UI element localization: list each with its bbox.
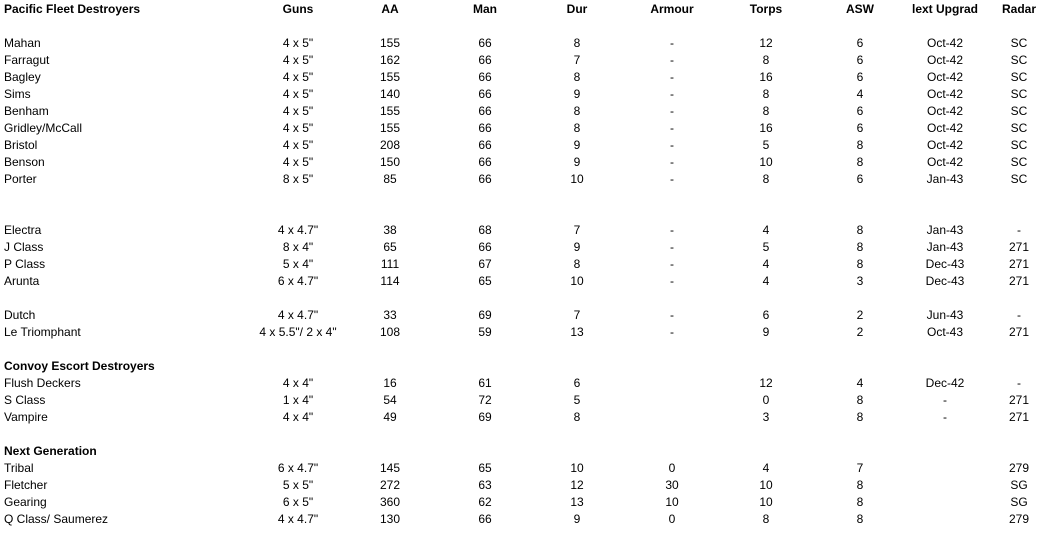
- cell-dur: 7: [573, 53, 581, 67]
- cell-name: Electra: [4, 223, 42, 237]
- cell-name: Le Triomphant: [4, 325, 81, 339]
- cell-upgrade: Oct-42: [926, 70, 963, 84]
- cell-man: 68: [478, 223, 492, 237]
- cell-armour: -: [670, 70, 674, 84]
- table-row: [0, 239, 1057, 256]
- cell-asw: 6: [856, 53, 864, 67]
- cell-armour: -: [670, 36, 674, 50]
- cell-armour: -: [670, 172, 674, 186]
- cell-guns: 4 x 5": [282, 36, 314, 50]
- cell-aa: 16: [383, 376, 397, 390]
- cell-man: 59: [478, 325, 492, 339]
- cell-guns: 4 x 5": [282, 53, 314, 67]
- cell-radar: 271: [1008, 410, 1030, 424]
- cell-aa: 65: [383, 240, 397, 254]
- cell-upgrade: Oct-43: [926, 325, 963, 339]
- cell-man: 66: [478, 155, 492, 169]
- cell-guns: 4 x 4": [282, 410, 314, 424]
- table-row: [0, 103, 1057, 120]
- cell-asw: 2: [856, 325, 864, 339]
- cell-torps: 9: [762, 325, 770, 339]
- cell-torps: 8: [762, 512, 770, 526]
- cell-armour: 10: [665, 495, 679, 509]
- cell-dur: 5: [573, 393, 581, 407]
- cell-name: P Class: [4, 257, 46, 271]
- cell-man: 72: [478, 393, 492, 407]
- cell-upgrade: [905, 477, 985, 494]
- cell-aa: 85: [383, 172, 397, 186]
- cell-radar: SC: [1010, 155, 1028, 169]
- cell-torps: 8: [762, 53, 770, 67]
- cell-upgrade: -: [943, 393, 947, 407]
- cell-dur: 8: [573, 410, 581, 424]
- table-row: [0, 256, 1057, 273]
- cell-upgrade: Oct-42: [926, 53, 963, 67]
- cell-torps: 16: [759, 121, 773, 135]
- cell-name: S Class: [4, 393, 46, 407]
- cell-torps: 5: [762, 240, 770, 254]
- table-row: [0, 409, 1057, 426]
- cell-name: Bagley: [4, 70, 41, 84]
- cell-torps: 12: [759, 376, 773, 390]
- cell-name: J Class: [4, 240, 44, 254]
- cell-radar: 271: [1008, 325, 1030, 339]
- cell-torps: 8: [762, 87, 770, 101]
- cell-armour: -: [670, 257, 674, 271]
- cell-radar: SC: [1010, 53, 1028, 67]
- cell-man: 66: [478, 104, 492, 118]
- cell-armour: -: [670, 87, 674, 101]
- cell-armour: -: [670, 240, 674, 254]
- cell-torps: 3: [762, 410, 770, 424]
- cell-radar: 279: [1008, 512, 1030, 526]
- cell-armour: -: [670, 104, 674, 118]
- cell-aa: 130: [379, 512, 401, 526]
- cell-radar: -: [1017, 308, 1021, 322]
- section-title-pacific: Pacific Fleet Destroyers: [4, 2, 141, 16]
- cell-torps: 0: [762, 393, 770, 407]
- cell-aa: 155: [379, 121, 401, 135]
- cell-man: 66: [478, 512, 492, 526]
- cell-dur: 9: [573, 87, 581, 101]
- cell-name: Dutch: [4, 308, 36, 322]
- cell-upgrade: Jan-43: [926, 240, 964, 254]
- cell-upgrade: Oct-42: [926, 138, 963, 152]
- cell-asw: 2: [856, 308, 864, 322]
- section-header-nextgen: [0, 443, 1057, 460]
- cell-torps: 8: [762, 104, 770, 118]
- cell-name: Benson: [4, 155, 45, 169]
- cell-armour: -: [670, 121, 674, 135]
- cell-guns: 5 x 4": [282, 257, 314, 271]
- cell-dur: 8: [573, 70, 581, 84]
- cell-armour: 30: [665, 478, 679, 492]
- cell-upgrade: Oct-42: [926, 104, 963, 118]
- col-header-aa: AA: [381, 2, 399, 16]
- cell-armour: -: [670, 223, 674, 237]
- cell-guns: 4 x 4.7": [277, 223, 319, 237]
- cell-name: Fletcher: [4, 478, 48, 492]
- cell-upgrade: Jan-43: [926, 172, 964, 186]
- table-row: [0, 307, 1057, 324]
- cell-name: Tribal: [4, 461, 34, 475]
- cell-dur: 6: [573, 376, 581, 390]
- cell-torps: 4: [762, 223, 770, 237]
- cell-guns: 4 x 5": [282, 104, 314, 118]
- cell-radar: SC: [1010, 172, 1028, 186]
- cell-asw: 7: [856, 461, 864, 475]
- cell-aa: 145: [379, 461, 401, 475]
- cell-radar: SG: [1010, 495, 1028, 509]
- table-row: [0, 222, 1057, 239]
- cell-dur: 9: [573, 240, 581, 254]
- cell-radar: 271: [1008, 240, 1030, 254]
- cell-name: Sims: [4, 87, 31, 101]
- cell-upgrade: Oct-42: [926, 155, 963, 169]
- cell-name: Farragut: [4, 53, 50, 67]
- cell-dur: 9: [573, 138, 581, 152]
- cell-guns: 4 x 5": [282, 87, 314, 101]
- cell-guns: 8 x 5": [282, 172, 314, 186]
- cell-dur: 10: [570, 172, 584, 186]
- cell-aa: 49: [383, 410, 397, 424]
- cell-asw: 8: [856, 138, 864, 152]
- cell-upgrade: Dec-43: [925, 274, 965, 288]
- cell-radar: 271: [1008, 257, 1030, 271]
- cell-asw: 6: [856, 172, 864, 186]
- cell-guns: 4 x 4.7": [277, 512, 319, 526]
- cell-guns: 6 x 4.7": [277, 461, 319, 475]
- cell-asw: 6: [856, 104, 864, 118]
- cell-torps: 4: [762, 257, 770, 271]
- cell-guns: 4 x 4.7": [277, 308, 319, 322]
- cell-name: Q Class/ Saumerez: [4, 512, 109, 526]
- cell-radar: SG: [1010, 478, 1028, 492]
- cell-dur: 8: [573, 257, 581, 271]
- cell-radar: 271: [1008, 393, 1030, 407]
- cell-radar: SC: [1010, 36, 1028, 50]
- cell-aa: 360: [379, 495, 401, 509]
- cell-radar: SC: [1010, 70, 1028, 84]
- cell-asw: 8: [856, 240, 864, 254]
- cell-asw: 6: [856, 121, 864, 135]
- cell-man: 69: [478, 308, 492, 322]
- cell-torps: 10: [759, 495, 773, 509]
- section-title-convoy: Convoy Escort Destroyers: [4, 359, 155, 373]
- cell-dur: 8: [573, 36, 581, 50]
- cell-radar: 271: [1008, 274, 1030, 288]
- cell-dur: 7: [573, 223, 581, 237]
- table-row: [0, 273, 1057, 290]
- cell-aa: 150: [379, 155, 401, 169]
- cell-asw: 8: [856, 257, 864, 271]
- col-header-guns: Guns: [282, 2, 314, 16]
- cell-man: 66: [478, 70, 492, 84]
- cell-name: Gridley/McCall: [4, 121, 83, 135]
- cell-name: Benham: [4, 104, 49, 118]
- cell-name: Porter: [4, 172, 37, 186]
- cell-upgrade: [905, 460, 985, 477]
- cell-asw: 8: [856, 512, 864, 526]
- cell-dur: 8: [573, 104, 581, 118]
- cell-armour: 0: [668, 512, 676, 526]
- table-row: [0, 375, 1057, 392]
- cell-upgrade: Jun-43: [926, 308, 964, 322]
- cell-man: 61: [478, 376, 492, 390]
- cell-man: 65: [478, 274, 492, 288]
- cell-man: 63: [478, 478, 492, 492]
- cell-name: Arunta: [4, 274, 40, 288]
- cell-dur: 13: [570, 325, 584, 339]
- cell-man: 66: [478, 53, 492, 67]
- cell-radar: SC: [1010, 121, 1028, 135]
- cell-asw: 8: [856, 223, 864, 237]
- cell-aa: 155: [379, 104, 401, 118]
- cell-man: 62: [478, 495, 492, 509]
- cell-radar: 279: [1008, 461, 1030, 475]
- cell-aa: 114: [380, 274, 400, 288]
- cell-man: 66: [478, 172, 492, 186]
- col-header-dur: Dur: [566, 2, 588, 16]
- cell-guns: 5 x 5": [282, 478, 314, 492]
- cell-man: 67: [478, 257, 492, 271]
- cell-asw: 8: [856, 478, 864, 492]
- cell-asw: 4: [856, 87, 864, 101]
- cell-torps: 5: [762, 138, 770, 152]
- cell-upgrade: Dec-42: [925, 376, 965, 390]
- cell-guns: 4 x 5": [282, 155, 314, 169]
- cell-torps: 8: [762, 172, 770, 186]
- cell-armour: -: [670, 325, 674, 339]
- cell-upgrade: -: [943, 410, 947, 424]
- cell-upgrade: Dec-43: [925, 257, 965, 271]
- cell-asw: 8: [856, 495, 864, 509]
- cell-guns: 4 x 5": [282, 70, 314, 84]
- table-row: [0, 86, 1057, 103]
- cell-armour: -: [670, 155, 674, 169]
- cell-aa: 108: [379, 325, 401, 339]
- table-row: [0, 52, 1057, 69]
- col-header-armour: Armour: [650, 2, 694, 16]
- table-row: [0, 154, 1057, 171]
- cell-dur: 10: [570, 461, 584, 475]
- cell-torps: 4: [762, 461, 770, 475]
- cell-guns: 8 x 4": [282, 240, 314, 254]
- cell-asw: 6: [856, 70, 864, 84]
- cell-torps: 16: [759, 70, 773, 84]
- cell-aa: 155: [379, 70, 401, 84]
- cell-radar: SC: [1010, 87, 1028, 101]
- table-row: [0, 477, 1057, 494]
- col-header-man: Man: [473, 2, 497, 16]
- cell-aa: 162: [379, 53, 401, 67]
- cell-guns: 6 x 5": [282, 495, 314, 509]
- cell-asw: 8: [856, 393, 864, 407]
- cell-armour: -: [670, 308, 674, 322]
- cell-man: 66: [478, 138, 492, 152]
- cell-asw: 8: [856, 155, 864, 169]
- table-row: [0, 324, 1057, 341]
- cell-aa: 54: [383, 393, 397, 407]
- section-header-convoy: [0, 358, 1057, 375]
- cell-dur: 10: [570, 274, 584, 288]
- cell-aa: 38: [383, 223, 397, 237]
- cell-armour: -: [670, 274, 674, 288]
- cell-radar: SC: [1010, 104, 1028, 118]
- cell-name: Bristol: [4, 138, 38, 152]
- section-title-nextgen: Next Generation: [4, 444, 97, 458]
- cell-asw: 6: [856, 36, 864, 50]
- cell-dur: 13: [570, 495, 584, 509]
- cell-armour: -: [670, 138, 674, 152]
- table-row: [0, 392, 1057, 409]
- table-row: [0, 171, 1057, 188]
- cell-aa: 272: [379, 478, 401, 492]
- cell-name: Gearing: [4, 495, 47, 509]
- col-header-upgrade: lext Upgrad: [911, 2, 978, 16]
- cell-armour: [632, 392, 712, 409]
- header-row: [0, 1, 1057, 18]
- cell-dur: 8: [573, 121, 581, 135]
- cell-name: Vampire: [4, 410, 48, 424]
- cell-man: 66: [478, 36, 492, 50]
- cell-armour: [632, 409, 712, 426]
- cell-asw: 4: [856, 376, 864, 390]
- cell-armour: 0: [668, 461, 676, 475]
- cell-aa: 33: [383, 308, 397, 322]
- cell-dur: 9: [573, 512, 581, 526]
- cell-guns: 4 x 5": [282, 121, 314, 135]
- cell-aa: 111: [380, 257, 400, 271]
- cell-upgrade: [905, 511, 985, 528]
- cell-asw: 3: [856, 274, 864, 288]
- table-row: [0, 69, 1057, 86]
- cell-dur: 7: [573, 308, 581, 322]
- cell-upgrade: Oct-42: [926, 36, 963, 50]
- cell-upgrade: Oct-42: [926, 87, 963, 101]
- cell-guns: 4 x 5": [282, 138, 314, 152]
- cell-man: 66: [478, 121, 492, 135]
- cell-guns: 4 x 4": [282, 376, 314, 390]
- table-row: [0, 120, 1057, 137]
- cell-asw: 8: [856, 410, 864, 424]
- table-row: [0, 460, 1057, 477]
- cell-man: 69: [478, 410, 492, 424]
- cell-armour: -: [670, 53, 674, 67]
- cell-aa: 155: [379, 36, 401, 50]
- cell-radar: -: [1017, 376, 1021, 390]
- table-row: [0, 35, 1057, 52]
- table-row: [0, 511, 1057, 528]
- cell-dur: 9: [573, 155, 581, 169]
- col-header-torps: Torps: [749, 2, 783, 16]
- cell-name: Mahan: [4, 36, 41, 50]
- table-row: [0, 137, 1057, 154]
- cell-radar: -: [1017, 223, 1021, 237]
- cell-armour: [632, 375, 712, 392]
- cell-man: 66: [478, 240, 492, 254]
- cell-guns: 1 x 4": [282, 393, 314, 407]
- cell-torps: 10: [759, 478, 773, 492]
- cell-torps: 6: [762, 308, 770, 322]
- cell-guns: 6 x 4.7": [277, 274, 319, 288]
- cell-guns: 4 x 5.5"/ 2 x 4": [259, 325, 337, 339]
- col-header-asw: ASW: [846, 2, 874, 16]
- cell-man: 66: [478, 87, 492, 101]
- cell-aa: 208: [379, 138, 401, 152]
- cell-dur: 12: [570, 478, 584, 492]
- cell-aa: 140: [379, 87, 401, 101]
- cell-torps: 10: [759, 155, 773, 169]
- cell-man: 65: [478, 461, 492, 475]
- cell-torps: 4: [762, 274, 770, 288]
- table-row: [0, 494, 1057, 511]
- cell-name: Flush Deckers: [4, 376, 81, 390]
- cell-upgrade: [905, 494, 985, 511]
- col-header-radar: Radar: [1001, 2, 1036, 16]
- cell-torps: 12: [759, 36, 773, 50]
- cell-upgrade: Jan-43: [926, 223, 964, 237]
- cell-upgrade: Oct-42: [926, 121, 963, 135]
- cell-radar: SC: [1010, 138, 1028, 152]
